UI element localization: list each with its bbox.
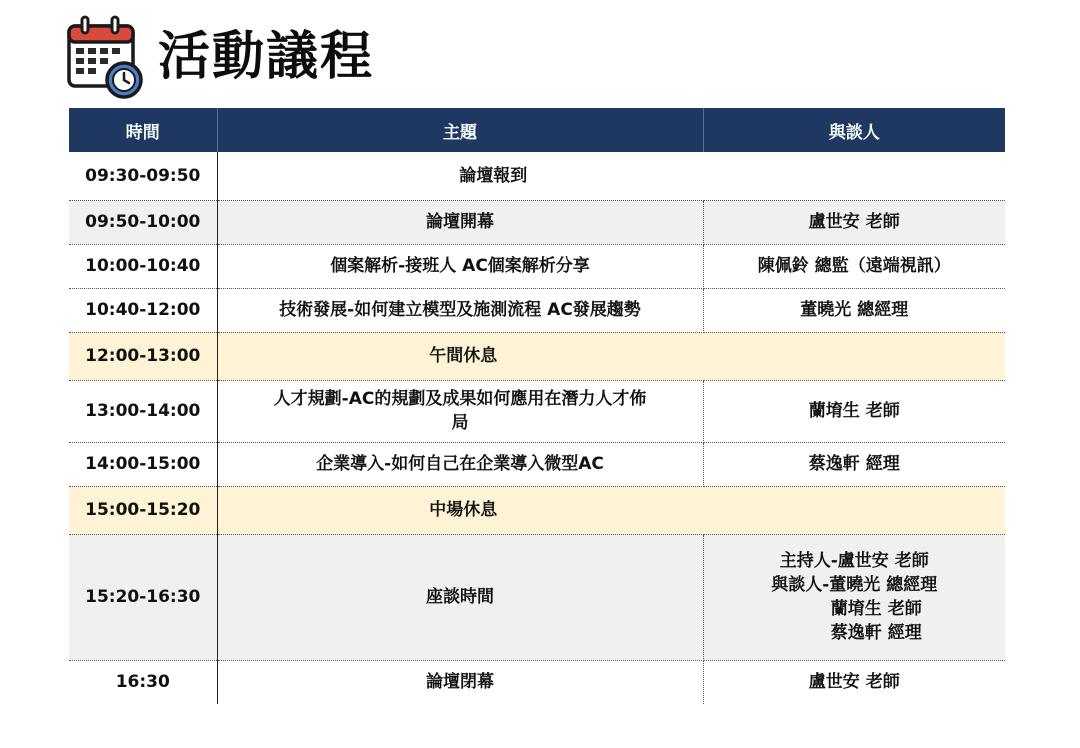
row-topic: 論壇開幕: [217, 200, 703, 244]
table-row-break: [69, 332, 1005, 380]
row-speaker: 陳佩鈴 總監（遠端視訊）: [703, 244, 1005, 288]
speaker-line: 蘭堉生 老師: [830, 599, 922, 619]
row-time: 10:40-12:00: [69, 288, 217, 332]
row-time: 16:30: [69, 660, 217, 704]
table-row: [69, 288, 1005, 332]
row-time: 10:00-10:40: [69, 244, 217, 288]
table-row: [69, 244, 1005, 288]
table-row: [69, 152, 1005, 200]
speaker-line: 蔡逸軒 經理: [830, 623, 922, 643]
table-row: [69, 660, 1005, 704]
table-row: [69, 442, 1005, 486]
table-header-row: [69, 108, 1005, 152]
row-time: 14:00-15:00: [69, 442, 217, 486]
row-time: 09:50-10:00: [69, 200, 217, 244]
row-time: 12:00-13:00: [69, 332, 217, 380]
row-time: 15:00-15:20: [69, 486, 217, 534]
page-title: 活動議程: [158, 27, 375, 87]
row-topic: 技術發展-如何建立模型及施測流程 AC發展趨勢: [217, 288, 703, 332]
row-speaker: 董曉光 總經理: [703, 288, 1005, 332]
row-topic: 中場休息: [217, 486, 1005, 534]
row-speaker: 盧世安 老師: [703, 200, 1005, 244]
header-speaker: 與談人: [703, 108, 1005, 152]
table-row: [69, 200, 1005, 244]
row-speaker: [703, 534, 1005, 660]
row-time: 15:20-16:30: [69, 534, 217, 660]
calendar-clock-icon: [66, 14, 148, 100]
row-topic-line: 人才規劃-AC的規劃及成果如何應用在潛力人才佈: [273, 389, 647, 409]
row-topic: 論壇報到: [217, 152, 1005, 200]
speaker-line: 與談人-董曉光 總經理: [771, 575, 938, 595]
header-time: 時間: [69, 108, 217, 152]
row-topic: 午間休息: [217, 332, 1005, 380]
row-speaker: 蔡逸軒 經理: [703, 442, 1005, 486]
table-row: [69, 534, 1005, 660]
row-speaker: 盧世安 老師: [703, 660, 1005, 704]
row-topic: 論壇閉幕: [217, 660, 703, 704]
row-topic-line: 局: [451, 413, 469, 433]
row-time: 13:00-14:00: [69, 380, 217, 442]
page-header: [66, 12, 374, 102]
table-row: [69, 380, 1005, 442]
table-row-break: [69, 486, 1005, 534]
header-topic: 主題: [217, 108, 703, 152]
row-topic: 座談時間: [217, 534, 703, 660]
row-topic: [217, 380, 703, 442]
row-topic: 個案解析-接班人 AC個案解析分享: [217, 244, 703, 288]
row-speaker: 蘭堉生 老師: [703, 380, 1005, 442]
row-topic: 企業導入-如何自己在企業導入微型AC: [217, 442, 703, 486]
speaker-line: 主持人-盧世安 老師: [779, 551, 929, 571]
agenda-table: [69, 108, 1005, 704]
row-time: 09:30-09:50: [69, 152, 217, 200]
